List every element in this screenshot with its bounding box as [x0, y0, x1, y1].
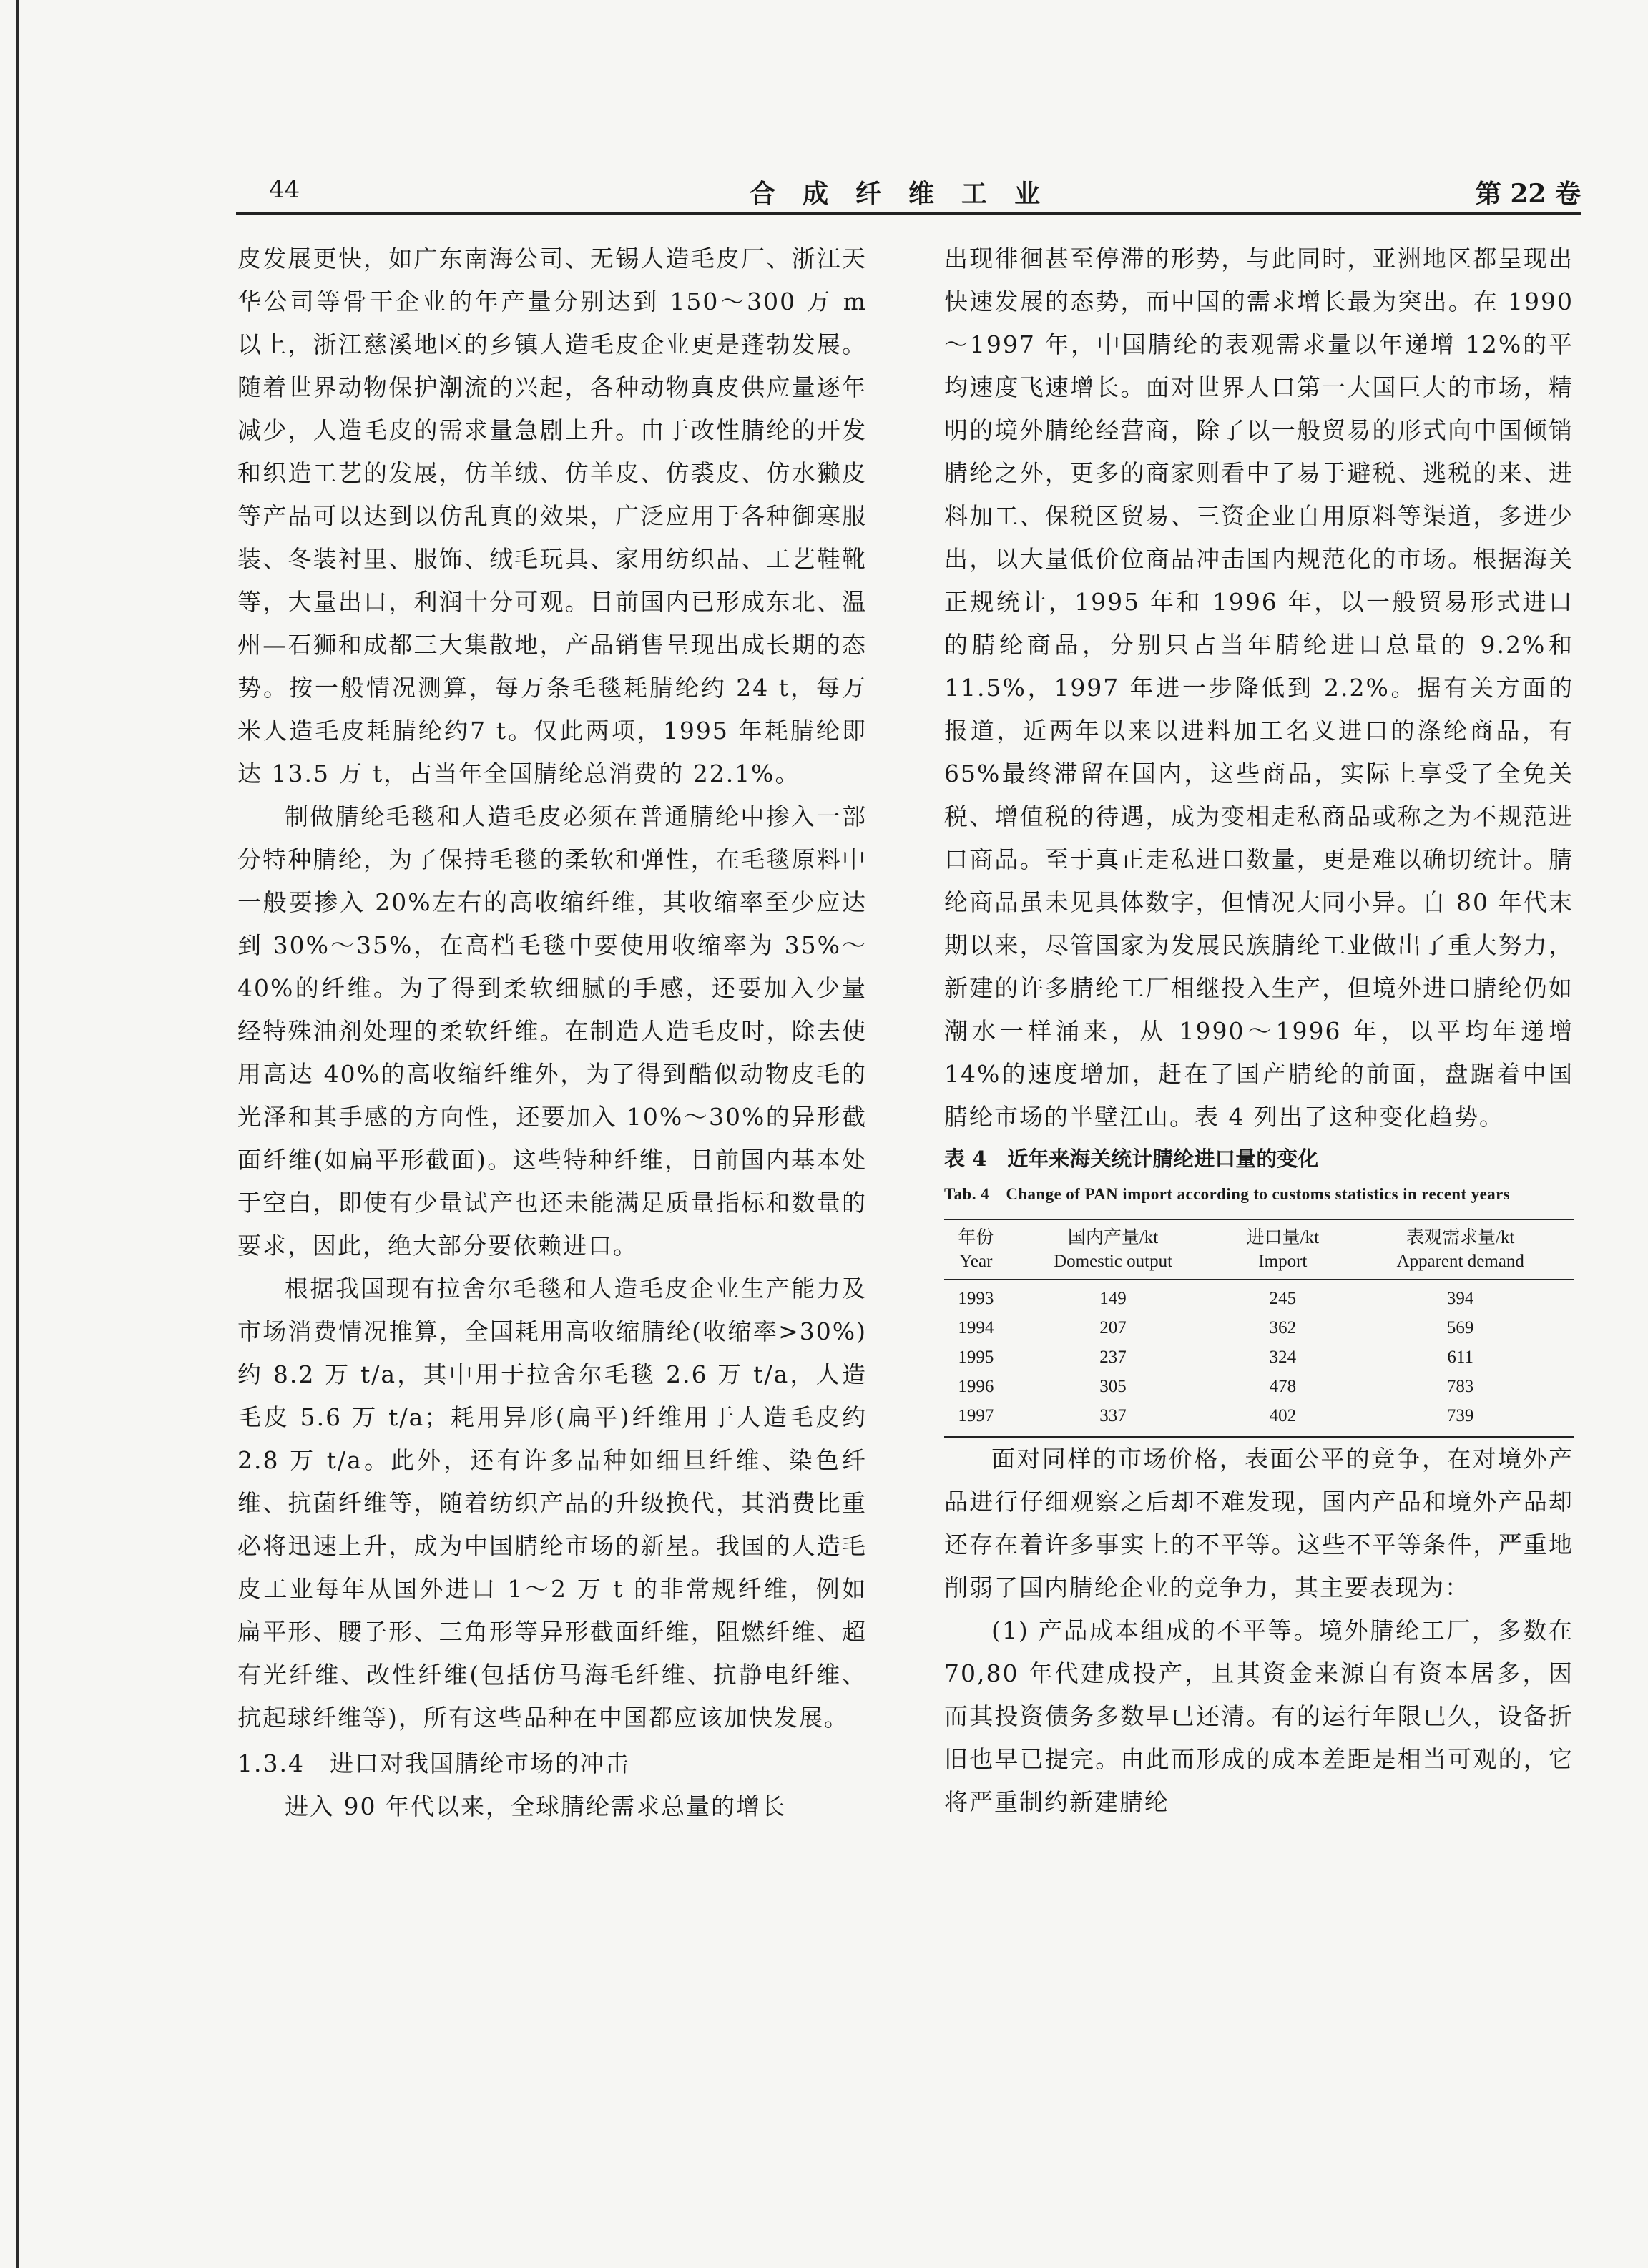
table-row — [944, 1342, 1574, 1372]
paragraph: (1) 产品成本组成的不平等。境外腈纶工厂，多数在 70,80 年代建成投产，且其资金来源自有资本居多，因而其投资债务多数早已还清。有的运行年限已久，设备折旧也早已提完。由此而形成的成本差距是相当可观的，它将严重制约新建腈纶 — [944, 1616, 1574, 1816]
table-cell: 149 — [1099, 1289, 1127, 1308]
table-row — [944, 1372, 1574, 1401]
section-subheading: 1.3.4 进口对我国腈纶市场的冲击 — [237, 1749, 630, 1777]
table-cell: 402 — [1218, 1401, 1347, 1437]
table-cell: 1996 — [958, 1377, 994, 1396]
table-cell: 569 — [1446, 1318, 1474, 1337]
table-cell: 611 — [1447, 1347, 1473, 1367]
table-cell: 394 — [1446, 1289, 1474, 1308]
table-cell: 1993 — [958, 1289, 994, 1308]
table-cell: 1995 — [958, 1347, 994, 1367]
paragraph: 面对同样的市场价格，表面公平的竞争，在对境外产品进行仔细观察之后却不难发现，国内产品和境外产品却还存在着许多事实上的不平等。这些不平等条件，严重地削弱了国内腈纶企业的竞争力，其主要表现为： — [944, 1445, 1574, 1601]
table-cell: 1994 — [958, 1318, 994, 1337]
table-header-cell: 国内产量/kt Domestic output — [1008, 1219, 1219, 1280]
table-row — [944, 1401, 1574, 1437]
table-header-cell: 年份 Year — [944, 1219, 1008, 1280]
table-header-cell: 进口量/kt Import — [1218, 1219, 1347, 1280]
binding-edge-line — [16, 0, 19, 2268]
right-column — [944, 237, 1574, 1824]
table-cell: 739 — [1347, 1401, 1574, 1437]
table-cell: 324 — [1269, 1347, 1297, 1367]
table-row — [944, 1313, 1574, 1342]
table-cell: 783 — [1446, 1377, 1474, 1396]
paragraph: 进入 90 年代以来，全球腈纶需求总量的增长 — [285, 1792, 786, 1820]
import-table — [944, 1219, 1574, 1438]
paragraph: 皮发展更快，如广东南海公司、无锡人造毛皮厂、浙江天华公司等骨干企业的年产量分别达到 150～300 万 m 以上，浙江慈溪地区的乡镇人造毛皮企业更是蓬勃发展。随着世界动物保护潮流的兴起，各种动物真皮供应量逐年减少，人造毛皮的需求量急剧上升。由于改性腈纶的开发和织造工艺的发展，仿羊绒、仿羊皮、仿裘皮、仿水獭皮等产品可以达到以仿乱真的效果，广泛应用于各种御寒服装、冬装衬里、服饰、绒毛玩具、家用纺织品、工艺鞋靴等，大量出口，利润十分可观。目前国内已形成东北、温州—石狮和成都三大集散地，产品销售呈现出成长期的态势。按一般情况测算，每万条毛毯耗腈纶约 24 t，每万米人造毛皮耗腈纶约7 t。仅此两项，1995 年耗腈纶即达 13.5 万 t，占当年全国腈纶总消费的 22.1%。 — [237, 245, 867, 787]
journal-title: 合成纤维工业 — [749, 179, 1067, 209]
page-number: 44 — [269, 175, 300, 204]
table-cell: 362 — [1269, 1318, 1297, 1337]
paragraph: 制做腈纶毛毯和人造毛皮必须在普通腈纶中掺入一部分特种腈纶，为了保持毛毯的柔软和弹性，在毛毯原料中一般要掺入 20%左右的高收缩纤维，其收缩率至少应达到 30%～35%，在高档毛毯中要使用收缩率为 35%～40%的纤维。为了得到柔软细腻的手感，还要加入少量经特殊油剂处理的柔软纤维。在制造人造毛皮时，除去使用高达 40%的高收缩纤维外，为了得到酷似动物皮毛的光泽和其手感的方向性，还要加入 10%～30%的异形截面纤维(如扁平形截面)。这些特种纤维，目前国内基本处于空白，即使有少量试产也还未能满足质量指标和数量的要求，因此，绝大部分要依赖进口。 — [237, 802, 867, 1260]
table-cell: 1997 — [944, 1401, 1008, 1437]
table-cell: 305 — [1099, 1377, 1127, 1396]
table-cell: 237 — [1099, 1347, 1127, 1367]
table-cell: 207 — [1099, 1318, 1127, 1337]
page-header — [236, 170, 1581, 212]
table-cell: 478 — [1269, 1377, 1297, 1396]
table-header-row — [944, 1219, 1574, 1280]
left-column — [237, 237, 867, 1828]
table-header-cell: 表观需求量/kt Apparent demand — [1347, 1219, 1574, 1280]
paragraph: 根据我国现有拉舍尔毛毯和人造毛皮企业生产能力及市场消费情况推算，全国耗用高收缩腈纶(收缩率>30%)约 8.2 万 t/a，其中用于拉舍尔毛毯 2.6 万 t/a，人造毛皮 5.6 万 t/a；耗用异形(扁平)纤维用于人造毛皮约 2.8 万 t/a。此外，还有许多品种如细旦纤维、染色纤维、抗菌纤维等，随着纺织产品的升级换代，其消费比重必将迅速上升，成为中国腈纶市场的新星。我国的人造毛皮工业每年从国外进口 1～2 万 t 的非常规纤维，例如扁平形、腰子形、三角形等异形截面纤维，阻燃纤维、超有光纤维、改性纤维(包括仿马海毛纤维、抗静电纤维、抗起球纤维等)，所有这些品种在中国都应该加快发展。 — [237, 1275, 867, 1732]
table-row — [944, 1280, 1574, 1314]
table-title-zh: 表 4 近年来海关统计腈纶进口量的变化 — [944, 1147, 1319, 1171]
header-rule — [236, 212, 1581, 215]
table-title-en: Tab. 4 Change of PAN import according to customs statistics in recent years — [944, 1185, 1511, 1203]
paragraph: 出现徘徊甚至停滞的形势，与此同时，亚洲地区都呈现出快速发展的态势，而中国的需求增长最为突出。在 1990～1997 年，中国腈纶的表观需求量以年递增 12%的平均速度飞速增长。面对世界人口第一大国巨大的市场，精明的境外腈纶经营商，除了以一般贸易的形式向中国倾销腈纶之外，更多的商家则看中了易于避税、逃税的来、进料加工、保税区贸易、三资企业自用原料等渠道，多进少出，以大量低价位商品冲击国内规范化的市场。根据海关正规统计，1995 年和 1996 年，以一般贸易形式进口的腈纶商品，分别只占当年腈纶进口总量的 9.2%和 11.5%，1997 年进一步降低到 2.2%。据有关方面的报道，近两年以来以进料加工名义进口的涤纶商品，有 65%最终滞留在国内，这些商品，实际上享受了全免关税、增值税的待遇，成为变相走私商品或称之为不规范进口商品。至于真正走私进口数量，更是难以确切统计。腈纶商品虽未见具体数字，但情况大同小异。自 80 年代末期以来，尽管国家为发展民族腈纶工业做出了重大努力，新建的许多腈纶工厂相继投入生产，但境外进口腈纶仍如潮水一样涌来，从 1990～1996 年，以平均年递增 14%的速度增加，赶在了国产腈纶的前面，盘踞着中国腈纶市场的半壁江山。表 4 列出了这种变化趋势。 — [944, 245, 1574, 1131]
table-cell: 337 — [1008, 1401, 1219, 1437]
table-cell: 245 — [1269, 1289, 1297, 1308]
volume-label: 第 22 卷 — [1475, 179, 1581, 209]
